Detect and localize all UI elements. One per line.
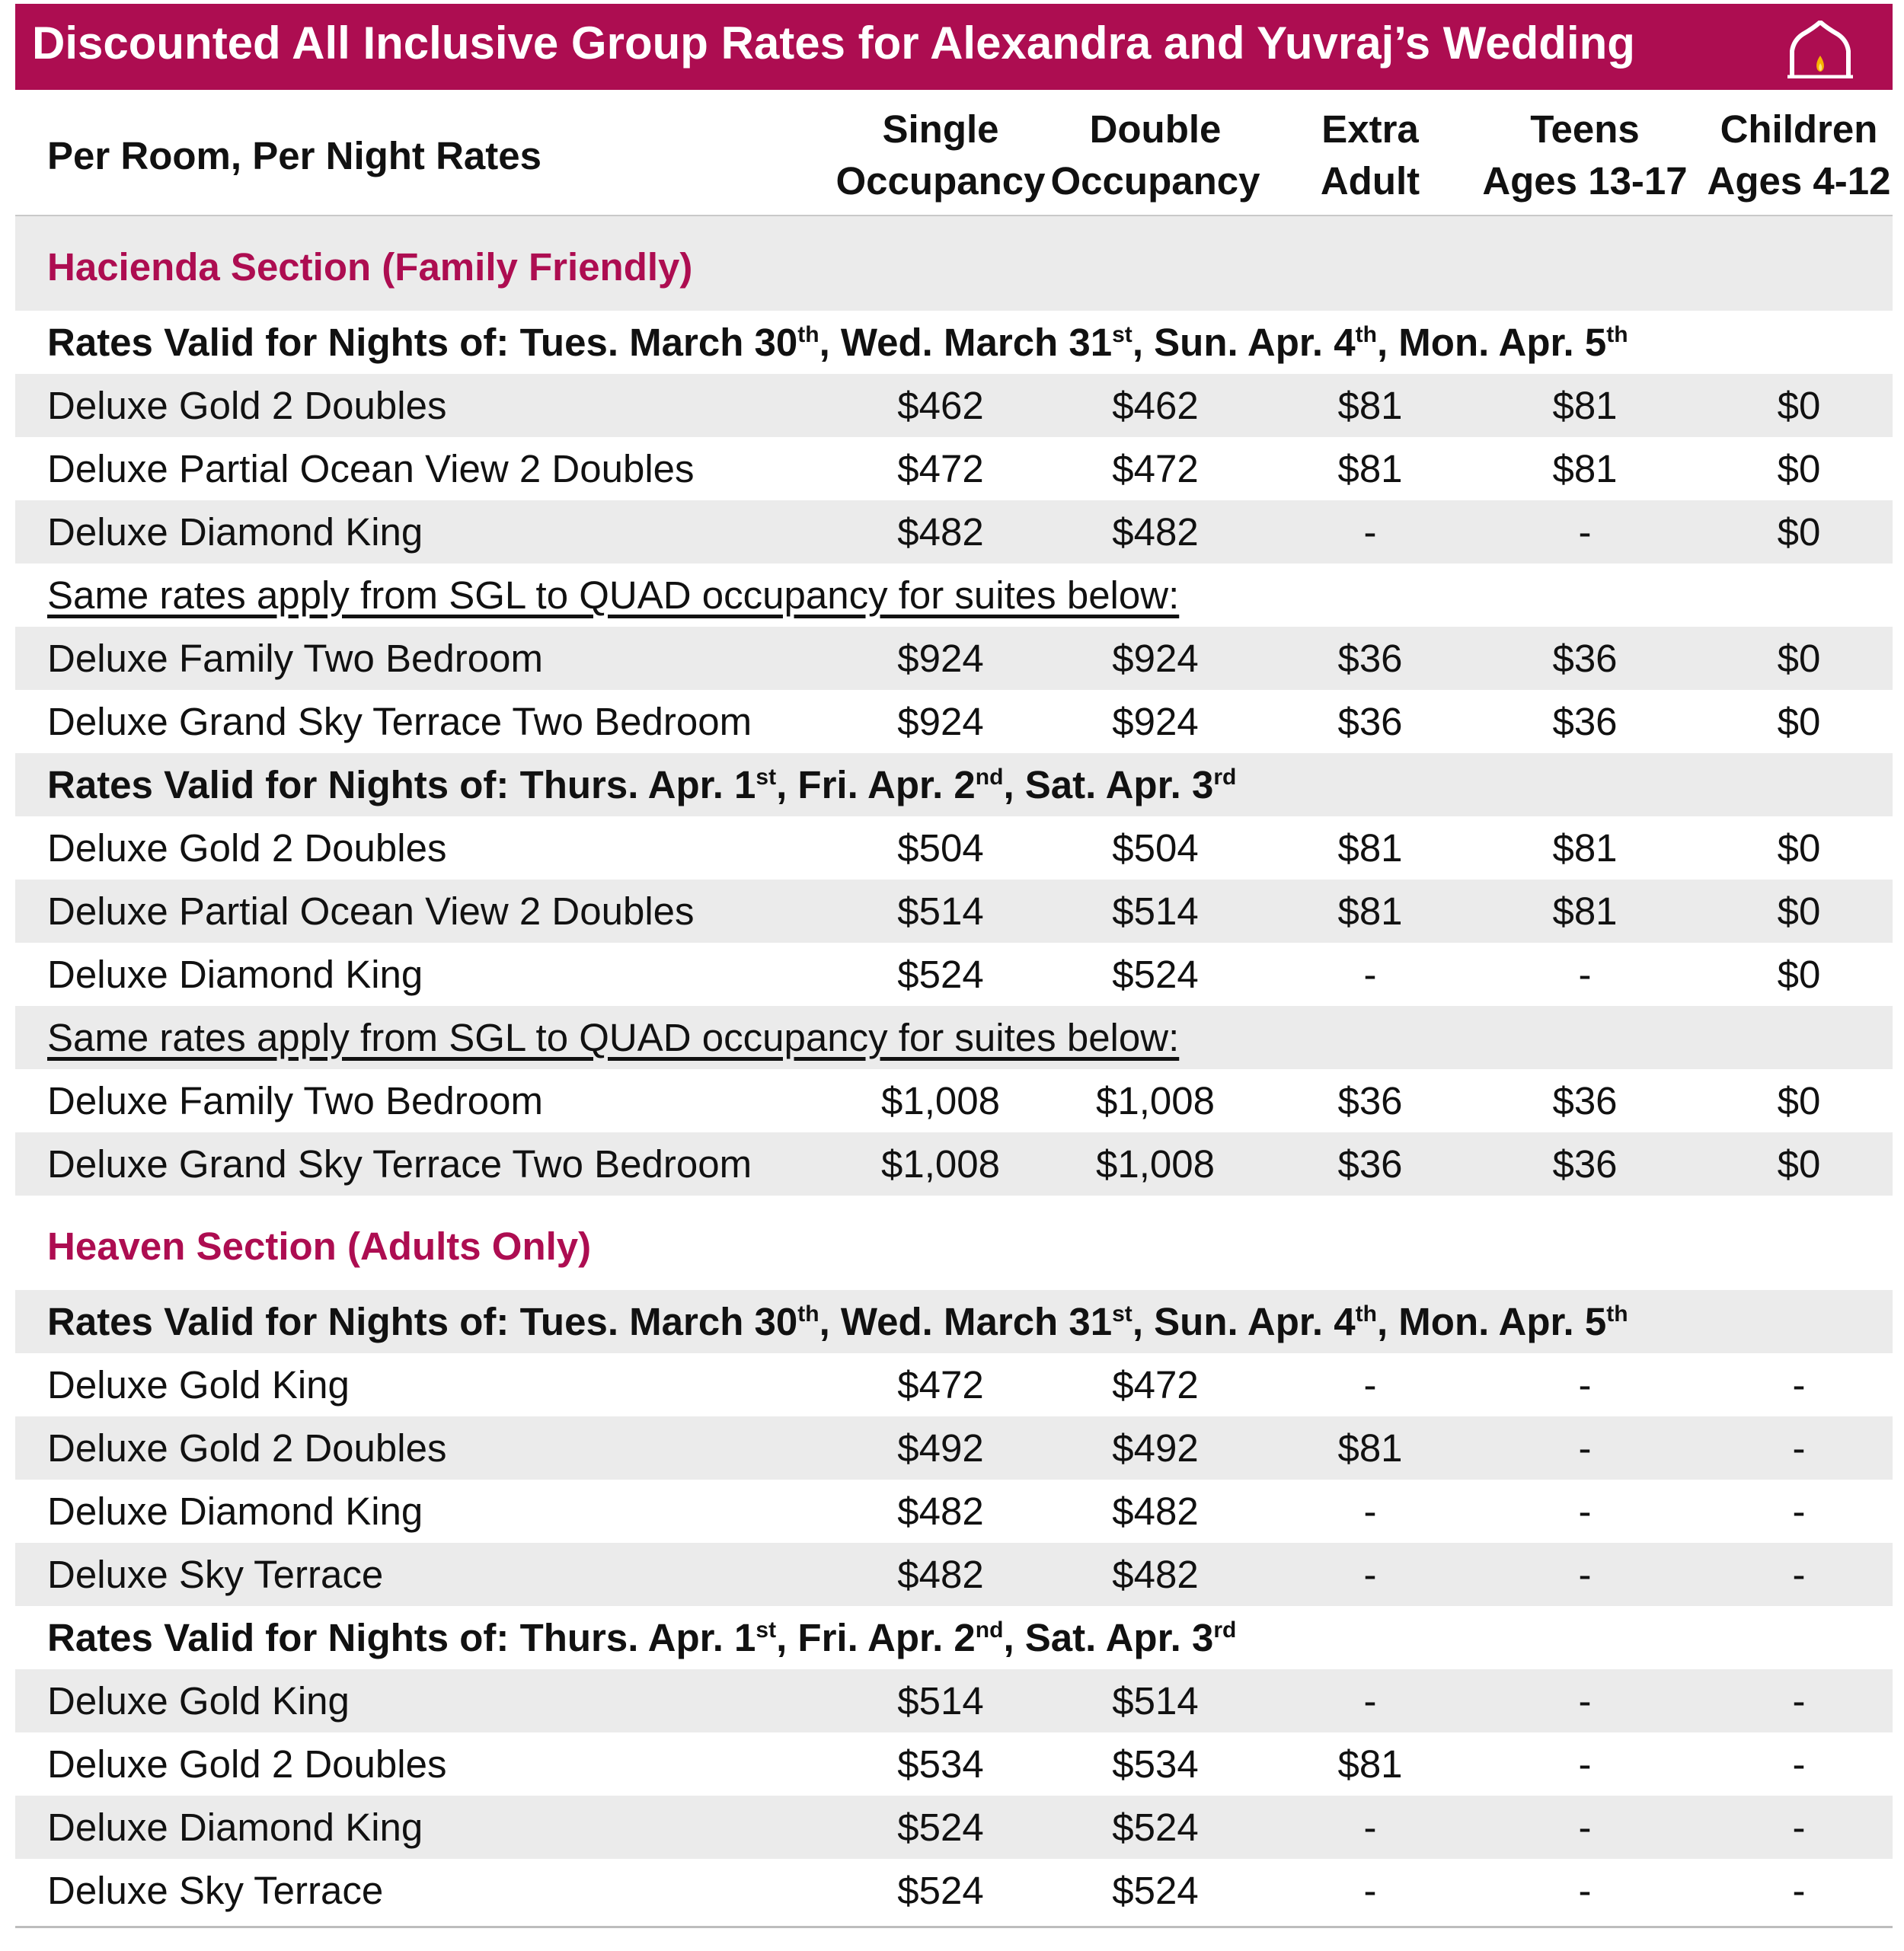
table-row: Deluxe Partial Ocean View 2 Doubles $472 $472 $81 $81 $0 [47,447,1821,490]
table-row: Deluxe Gold 2 Doubles $462 $462 $81 $81 $0 [15,374,1893,437]
validity-row: Rates Valid for Nights of: Tues. March 30th, Wed. March 31st, Sun. Apr. 4th, Mon. Apr. 5th [15,1290,1893,1353]
table-row: Deluxe Gold 2 Doubles $534 $534 $81 - - [47,1742,1806,1786]
table-row: Deluxe Grand Sky Terrace Two Bedroom $924 $924 $36 $36 $0 [47,700,1821,743]
validity-row: Rates Valid for Nights of: Thurs. Apr. 1st, Fri. Apr. 2nd, Sat. Apr. 3rd [47,1616,1237,1659]
col-header-extra-adult: Extra Adult [1320,107,1420,203]
table-row: Deluxe Sky Terrace $482 $482 - - - [15,1543,1893,1606]
table-row: Deluxe Gold King $514 $514 - - - [15,1669,1893,1732]
table-row: Deluxe Family Two Bedroom $1,008 $1,008 $36 $36 $0 [47,1079,1821,1122]
page-title: Discounted All Inclusive Group Rates for Alexandra and Yuvraj’s Wedding [32,18,1635,69]
col-header-double: Double Occupancy [1050,107,1260,203]
title-bar [15,4,1893,90]
column-header [15,93,1893,216]
table-row: Deluxe Grand Sky Terrace Two Bedroom $1,008 $1,008 $36 $36 $0 [15,1132,1893,1196]
table-row: Deluxe Gold King $472 $472 - - - [47,1363,1806,1407]
dome-flame-icon [1786,21,1854,78]
suite-note: Same rates apply from SGL to QUAD occupancy for suites below: [15,1006,1893,1069]
section-heading: Heaven Section (Adults Only) [47,1225,592,1268]
table-row: Deluxe Diamond King $482 $482 - - - [47,1490,1806,1533]
validity-row: Rates Valid for Nights of: Thurs. Apr. 1st, Fri. Apr. 2nd, Sat. Apr. 3rd [15,753,1893,816]
rate-table [15,216,1893,1922]
table-row: Deluxe Sky Terrace $524 $524 - - - [47,1869,1806,1912]
col-header-children: Children Ages 4-12 [1707,107,1891,203]
table-row: Deluxe Diamond King $524 $524 - - - [15,1796,1893,1859]
validity-row: Rates Valid for Nights of: Tues. March 30th, Wed. March 31st, Sun. Apr. 4th, Mon. Apr. 5th [47,321,1628,364]
table-row: Deluxe Partial Ocean View 2 Doubles $514 $514 $81 $81 $0 [15,880,1893,943]
table-row: Deluxe Family Two Bedroom $924 $924 $36 $36 $0 [15,627,1893,690]
row-label-header: Per Room, Per Night Rates [47,134,541,177]
col-header-teens: Teens Ages 13-17 [1482,107,1688,203]
table-row: Deluxe Gold 2 Doubles $492 $492 $81 - - [15,1416,1893,1480]
bottom-divider [15,1926,1893,1928]
table-row: Deluxe Gold 2 Doubles $504 $504 $81 $81 $0 [47,826,1821,870]
table-row: Deluxe Diamond King $482 $482 - - $0 [15,500,1893,564]
section-heading: Hacienda Section (Family Friendly) [15,216,1893,311]
table-row: Deluxe Diamond King $524 $524 - - $0 [47,953,1821,996]
col-header-single: Single Occupancy [835,107,1046,203]
suite-note: Same rates apply from SGL to QUAD occupancy for suites below: [47,573,1180,617]
